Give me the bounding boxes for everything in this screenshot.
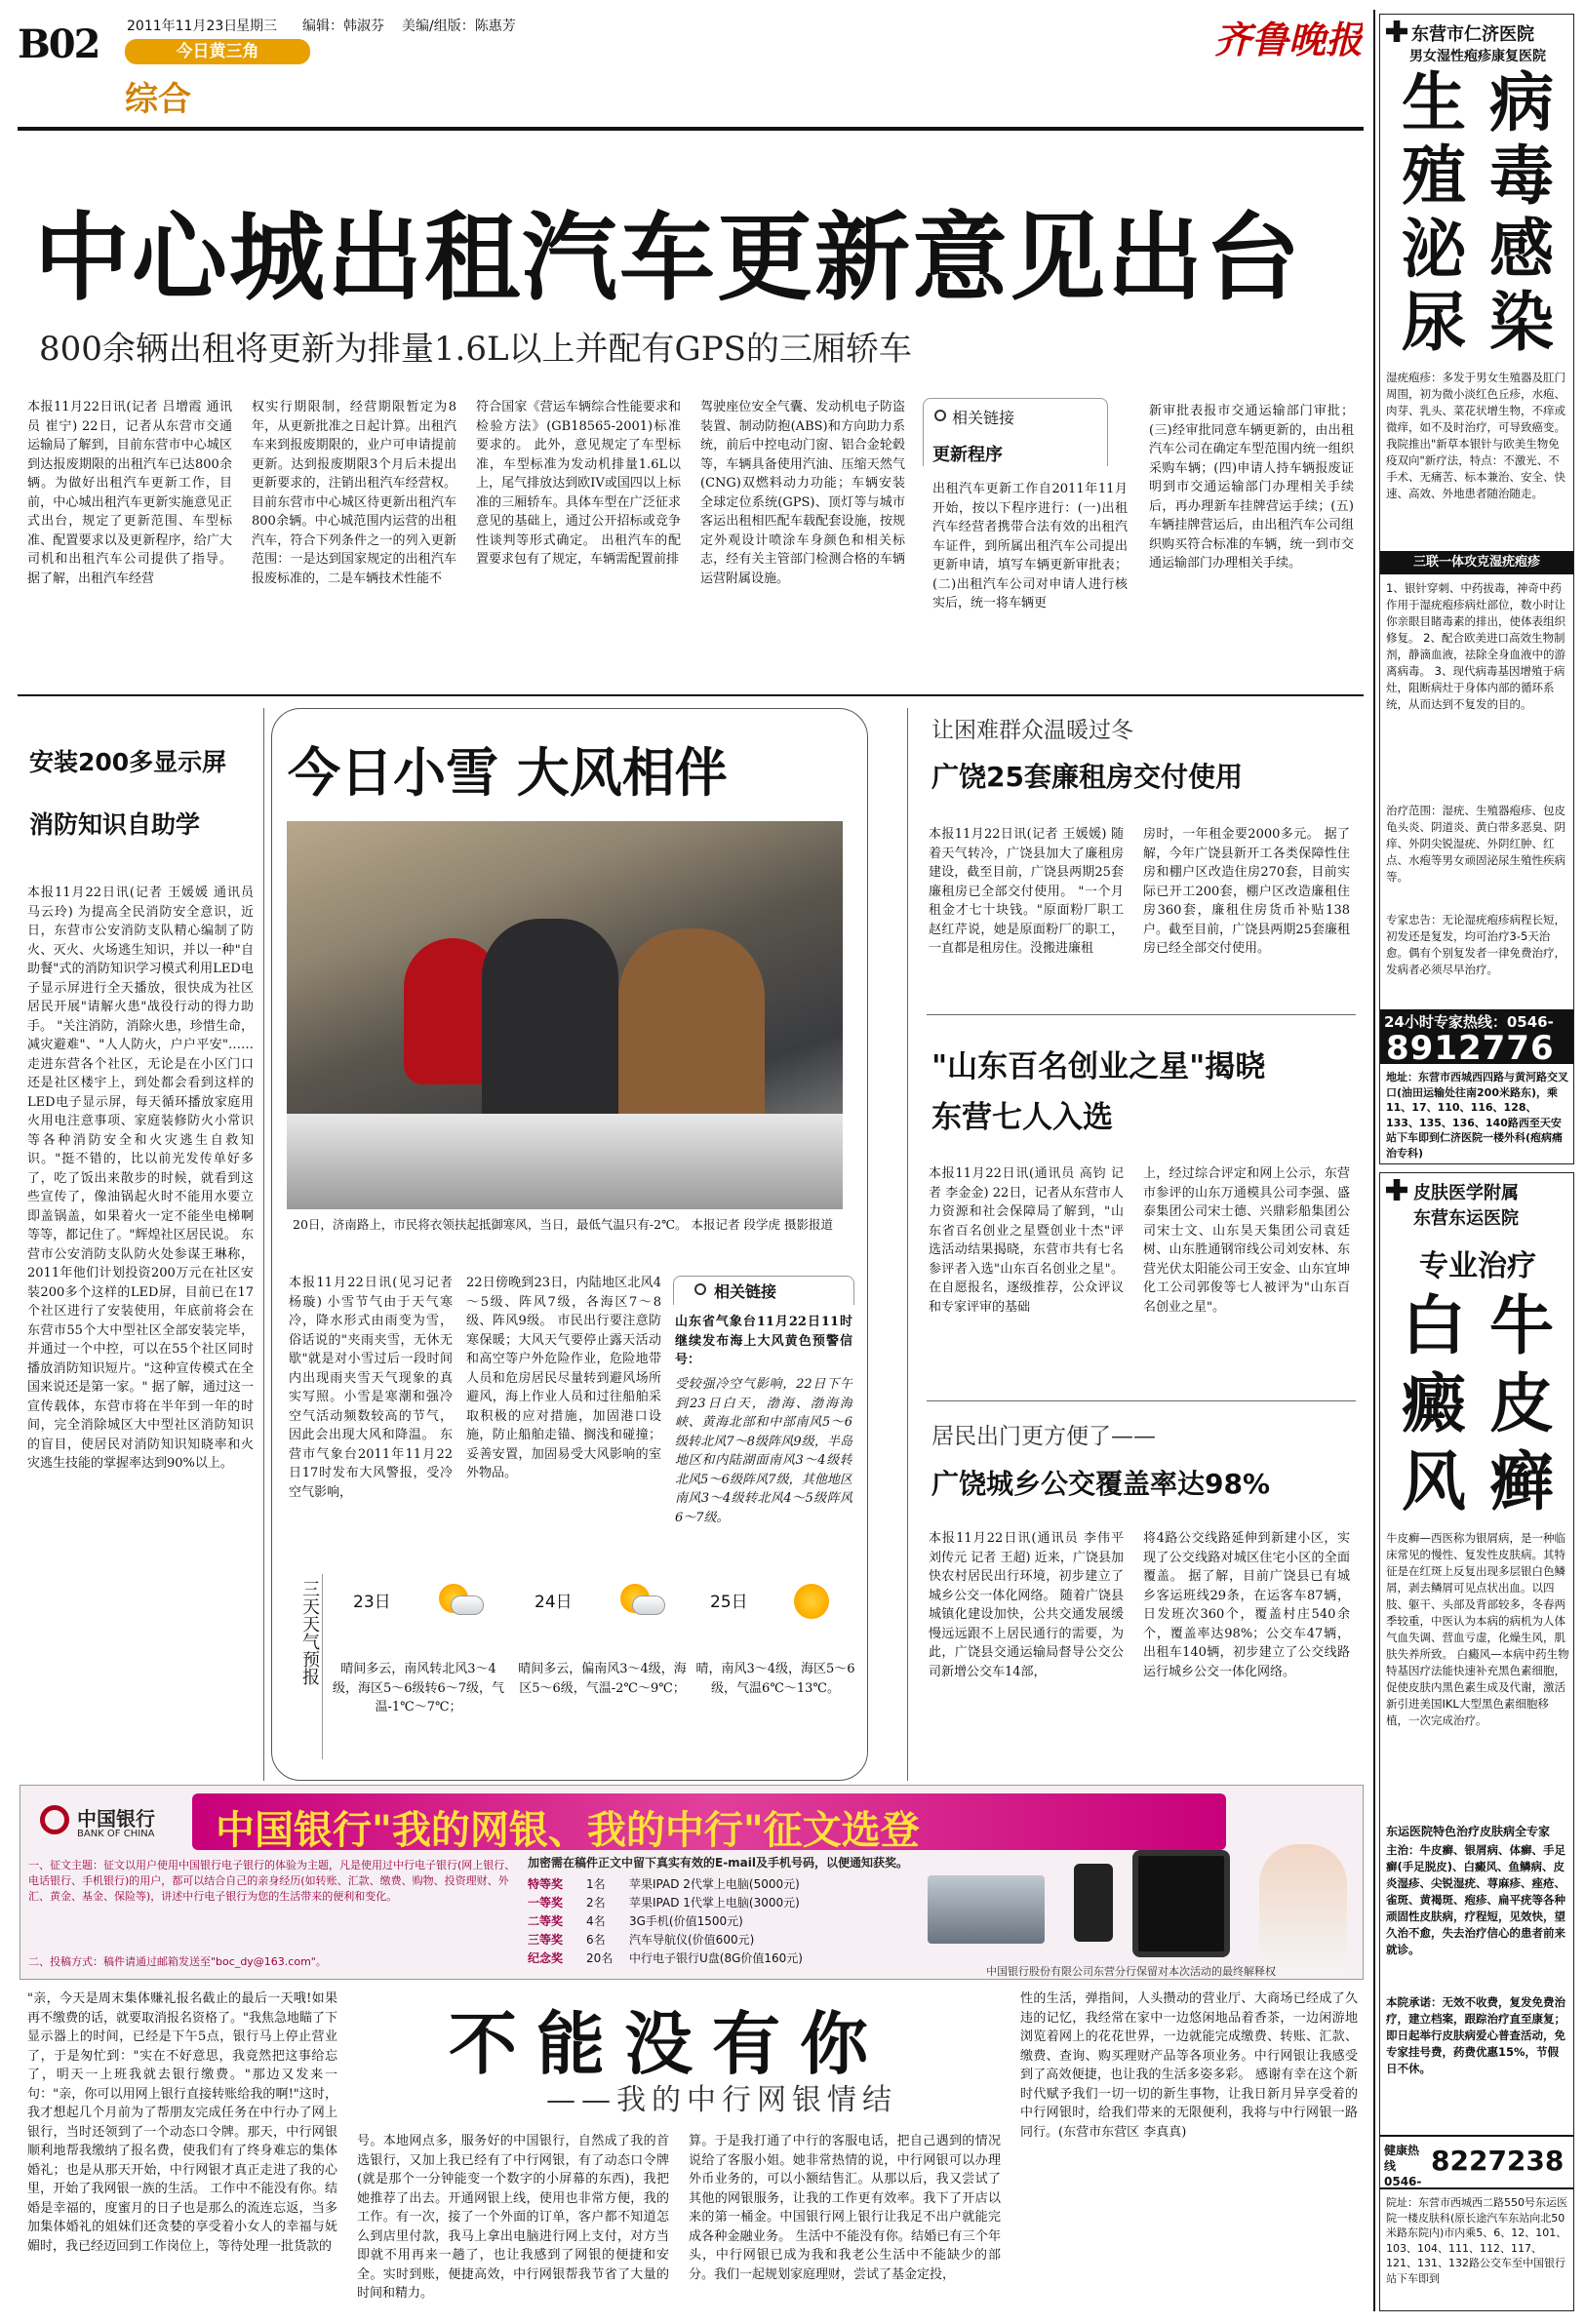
masthead [0,0,1585,132]
ad-items: 1、银针穿刺、中药拔毒，神奇中药作用于湿疣疱疹病灶部位，数小时让你亲眼目睹毒素的排出，使体表组织修复。 2、配合欧美进口高效生物制剂，静滴血液，祛除全身血液中的游离病毒。 3、现代病毒基因增殖于病灶，阻断病灶于身体内部的循环系统，从而达到不复发的目的。 [1386,581,1565,711]
prize-row: 纪念奖 20名 中行电子银行U盘(8G价值160元) [528,1951,803,1965]
paper-name: 齐鲁晚报 [1214,18,1364,61]
section-name: 综合 [125,80,191,119]
forecast-date: 25日 [710,1593,748,1612]
photo-car [287,1114,843,1209]
ad-big-char: 毒 [1489,138,1554,214]
prize-row: 特等奖 1名 苹果IPAD 2代掌上电脑(5000元) [528,1877,800,1891]
ad-hospital-name: 皮肤医学附属 [1413,1183,1519,1203]
forecast-text: 晴间多云，偏南风3～4级，海区5～6级，气温-2℃～9℃； [518,1662,687,1696]
lead-col-4: 驾驶座位安全气囊、发动机电子防盗装置、制动防抱(ABS)和方向助力系统，前后中控电动门窗、铝合金轮毂等，车辆具备使用汽油、压缩天然气(CNG)双燃料动力功能；车辆安装全球定位系统(GPS)、顶灯等与城市客运出租相匹配车载配套设施，按规定外观设计喷涂车身颜色和相关标志，经有关主管部门检测合格的车辆运营附属设施。 [700,400,905,586]
essay-col-2: 号。本地网点多，服务好的中国银行，自然成了我的首选银行，又加上我已经有了中行网银，有了动态口令牌(就是那个一分钟能变一个数字的小屏幕的东西)，我把她推荐了出去。开通网银上线，使用也非常方便，我的工作。有一次，接了一个外面的订单，客户都不知道怎么到店里付款，我马上拿出电脑进行网上支付，对方当即就不用再来一趟了，也让我感到了网银的便捷和安全。实时到账，便捷高效，中行网银帮我节省了大量的时间和精力。 [357,2134,669,2301]
ad-big-char: 风 [1402,1443,1466,1519]
forecast-day-3 [693,1574,858,1769]
ad-big-char: 牛 [1489,1287,1554,1363]
ad-body: 牛皮癣—西医称为银屑病，是一种临床常见的慢性、复发性皮肤病。其特征是在红斑上反复出现多层银白色鳞屑，剥去鳞屑可见点状出血。以四肢、躯干、头部及背部较多，冬春两季较重，中医认为本病的病机为人体气血失调、营血亏虚，化燥生风，肌肤失养所致。 白癜风—本病中药生物特基因疗法能快速补充黑色素细胞，促使皮肤内黑色素生成及代谢，激活新引进美国IKL大型黑色素细胞移植，一次完成治疗。 [1386,1531,1569,1727]
ad-big-char: 癣 [1489,1443,1554,1519]
weather-link-tag: 相关链接 [714,1282,777,1301]
rule-under-lead [18,694,1364,696]
housing-kicker: 让困难群众温暖过冬 [931,718,1133,743]
ad-hospital-sub: 男女湿性疱疹康复医院 [1409,49,1546,64]
masthead-rule [18,127,1364,131]
ad-big-char: 泌 [1402,211,1466,287]
fire-headline-2: 消防知识自助学 [29,810,201,839]
ad-promise: 本院承诺：无效不收费，复发免费治疗，建立档案，跟踪治疗直至康复；即日起举行皮肤病爱心普查活动，免专家挂号费，药费优惠15%，节假日不休。 [1386,1995,1565,2075]
forecast-text: 晴，南风3～4级，海区5～6级，气温6℃～13℃。 [695,1662,855,1696]
ad-address: 地址：东营市西城西四路与黄河路交叉口(油田运输处往南200米路东)，乘11、17、110、116、128、133、135、136、140路西至天安站下车即到仁济医院一楼外科(疱病痛治专科) [1386,1071,1568,1160]
rule-venture [927,1400,1356,1401]
forecast-label: 三天天气预报 [299,1580,320,1685]
boc-phone-icon [1074,1864,1113,1942]
ad-big-char: 生 [1402,67,1466,140]
boc-bank-name: 中国银行 [77,1807,155,1831]
bus-kicker: 居民出门更方便了—— [931,1424,1156,1449]
ad-hotline: 8912776 [1386,1029,1555,1068]
bus-col-2: 将4路公交线路延伸到新建小区，实现了公交线路对城区住宅小区的全面覆盖。 据了解，目前广饶县已有城乡客运班线29条，在运客车87辆，日发班次360个，覆盖村庄540余个，覆盖率达98%；公交车47辆，出租车140辆，初步建立了公交线路运行城乡公交一体化网络。 [1143,1531,1350,1679]
designer: 美编/组版：陈惠芳 [402,19,516,34]
sidebar-title: 更新程序 [932,445,1003,465]
boc-laptop-icon [928,1875,1045,1944]
ad-hospital-title: 东运医院特色治疗皮肤病全专家 [1386,1825,1551,1838]
ad-address: 院址：东营市西城西二路550号东运医院一楼皮肤科(原长途汽车东站向北50米路东院内)市内乘5、6、12、101、103、104、111、112、117、121、131、132路公交车至中国银行站下车即到 [1386,2196,1567,2285]
ad-expert: 专家忠告：无论湿疣疱疹病程长短，初发还是复发，均可治疗3-5天治愈。偶有个别复发者一律免费治疗，发病者必须尽早治疗。 [1386,913,1565,976]
date: 2011年11月23日 [127,19,238,34]
housing-col-1: 本报11月22日讯(记者 王媛媛) 随着天气转冷，广饶县加大了廉租房建设，截至目前，广饶县两期25套廉租房已全部交付使用。 "一个月租金才七十块钱。"原面粉厂职工赵红芹说，她是原面粉厂的职工，一直都是租房住。没搬进廉租 [929,827,1124,956]
link-icon [934,410,946,421]
rule-ad-column [1373,10,1375,2311]
weather-link-body: 受较强冷空气影响，22日下午到23日白天，渤海、渤海海峡、黄海北部和中部南风5～6级转北风7～8级阵风9级，半岛地区和内陆湖面南风3～4级转北风5～6级阵风7级，其他地区南风3～4级转北风4～5级阵风6～7级。 [675,1377,852,1525]
forecast-date: 23日 [353,1593,391,1612]
forecast-day-2 [517,1574,688,1769]
ad-big-char: 癜 [1402,1365,1466,1441]
ad-hotline-label: 24小时专家热线：0546- [1384,1013,1554,1031]
ad-big-char: 病 [1489,67,1554,140]
forecast-day-1 [332,1574,505,1769]
boc-tablet-icon [1132,1850,1230,1957]
boc-model-figure [1259,1844,1347,1973]
weather-photo [287,821,843,1209]
venture-col-1: 本报11月22日讯(通讯员 高钧 记者 李金金) 22日，记者从东营市人力资源和社会保障局了解到，"山东省百名创业之星暨创业十杰"评选活动结果揭晓，东营市共有七名参评者入选"山东百名创业之星"。 在自愿报名，逐级推荐，公众评议和专家评审的基础 [929,1166,1124,1315]
rule-fire [263,708,264,1781]
ad-hotline: 8227238 [1431,2145,1565,2177]
ad-big-char: 皮 [1489,1365,1554,1441]
partly-cloudy-icon [620,1584,665,1617]
fire-headline-1: 安装200多显示屏 [29,748,227,776]
forecast-rule [322,1574,323,1759]
housing-col-2: 房时，一年租金要2000多元。 据了解，今年广饶县新开工各类保障性住房和棚户区改造住房270套，目前实际已开工200套，棚户区改造廉租住房360套，廉租住房货币补贴138户。截至目前，广饶县两期25套廉租房已经全部交付使用。 [1143,827,1350,956]
sunny-icon [794,1584,839,1617]
prize-row: 二等奖 4名 3G手机(价值1500元) [528,1914,743,1928]
weather-col-2: 22日傍晚到23日，内陆地区北风4～5级、阵风7级，各海区7～8级、阵风9级。 市民出行要注意防寒保暖；大风天气要停止露天活动和高空等户外危险作业，危险地带人员和危房居民尽量转到避风场所避风，海上作业人员和过往船舶采取积极的应对措施，加固港口设施，防止船舶走锚、搁浅和碰撞；妥善安置，加固易受大风影响的室外物品。 [466,1276,661,1480]
boc-logo-icon [40,1805,69,1834]
essay-subhead: ——我的中行网银情结 [546,2083,897,2117]
ad-hospital-name-2: 东营东运医院 [1413,1208,1519,1229]
section-tag: 今日黄三角 [125,39,310,64]
sidebar-tag: 相关链接 [952,409,1015,427]
sidebar-col-2: 新审批表报市交通运输部门审批；(三)经审批同意车辆更新的，由出租汽车公司在确定车型范围内统一组织采购车辆；(四)申请人持车辆报废证明到市交通运输部门办理相关手续后，再办理新车挂牌营运手续；(五)车辆挂牌营运后，由出租汽车公司组织购买符合标准的车辆，统一到市交通运输部门办理相关手续。 [1149,404,1354,571]
ad-big-char: 感 [1489,211,1554,287]
forecast-text: 晴间多云，南风转北风3～4级，海区5～6级转6～7级，气温-1℃～7℃； [332,1662,505,1714]
lead-col-3: 符合国家《营运车辆综合性能要求和检验方法》(GB18565-2001)标准要求的。 此外，意见规定了车型标准，车型标准为发动机排量1.6L以上，尾气排放达到欧IV或国四以上标准的三厢轿车。具体车型在广泛征求意见的基础上，通过公开招标或竞争性谈判等形式确定。 出租汽车的配置要求包有了规定，车辆需配置前排 [476,400,681,567]
ad-big-text [1390,1286,1565,1520]
ad-items: 主治：牛皮癣、银屑病、体癣、手足癣(手足脱皮)、白癜风、鱼鳞病、皮炎湿疹、尖锐湿疣、荨麻疹、痤疮、雀斑、黄褐斑、疱疹、扁平疣等各种顽固性皮肤病，疗程短，见效快，望久治不愈，失去治疗信心的患者前来就诊。 [1386,1843,1565,1956]
weather-headline: 今日小雪 大风相伴 [288,742,728,804]
ad-big-char: 殖 [1402,138,1466,214]
housing-headline: 广饶25套廉租房交付使用 [931,761,1243,793]
bus-col-1: 本报11月22日讯(通讯员 李伟平 刘传元 记者 王超) 近来，广饶县加快农村居民出行环境，初步建立了城乡公交一体化网络。 随着广饶县城镇化建设加快，公共交通发展缓慢远远跟不上居民通行的需要，为此，广饶县交通运输局督导公交公司新增公交车14部， [929,1531,1124,1679]
venture-col-2: 上，经过综合评定和网上公示，东营市参评的山东万通模具公司李强、盛泰集团公司宋士德、兴鼎彩船集团公司宋士文、山东昊天集团公司袁廷树、山东胜通钢帘线公司刘安林、东营光伏太阳能公司王安金、山东宜坤化工公司郭俊等七人被评为"山东百名创业之星"。 [1143,1166,1350,1315]
bus-headline: 广饶城乡公交覆盖率达98% [931,1468,1271,1500]
lead-col-1: 本报11月22日讯(记者 吕增霞 通讯员 崔宁) 22日，记者从东营市交通运输局了解到，目前东营市中心城区到达报废期限的出租汽车已达800余辆。为做好出租汽车更新工作，目前，中心城出租汽车更新实施意见正式出台，规定了更新范围、车型标准、配置要求以及更新程序，给广大司机和出租汽车公司提供了指导。 据了解，出租汽车经营 [27,400,232,586]
fire-body: 本报11月22日讯(记者 王媛媛 通讯员 马云玲) 为提高全民消防安全意识，近日，东营市公安消防支队精心编制了防火、灭火、火场逃生知识，并以一种"自助餐"式的消防知识学习模式利用LED电子显示屏进行全天播放，很快成为社区居民开展"请解火患"战役行动的得力助手。 "关注消防，消除火患，珍惜生命，减灾避难"、"人人防火，户户平安"……走进东营各个社区，无论是在小区门口还是社区楼宇上，到处都会看到这样的LED电子显示屏，每天循环播放家庭用火用电注意事项、家庭装修防火小常识等各种消防安全和火灾逃生自救知识。"挺不错的，比以前光发传单好多了，吃了饭出来散步的时候，就看到这些宣传了，像油锅起火时不能用水要立即盖锅盖，如果着火一定不能坐电梯啊等等，都记住了。"辉煌社区居民说。 东营市公安消防支队防火处参谋王琳称，2011年他们计划投资200万元在社区安装200多个这样的LED屏，目前已在17个社区进行了安装使用，年底前将会在东营市55个大中型社区全部安装完毕，并通过一个中控，可以在55个社区同时播放消防知识短片。"这种宣传模式在全国来说还是第一家。" 据了解，通过这一宣传载体，东营市将在半年到一年的时间，完全消除城区大中型社区消防知识的盲目，使居民对消防知识知晓率和火灾逃生技能的掌握率达到90%以上。 [27,886,254,1471]
boc-rule-1: 一、征文主题：征文以用户使用中国银行电子银行的体验为主题，凡是使用过中行电子银行(网上银行、电话银行、手机银行)的用户，都可以结合自己的亲身经历(如转账、汇款、缴费、购物、投资理财、外汇、黄金、基金、保险等)，讲述中行电子银行为您的生活带来的便利和变化。 [28,1859,516,1903]
ad-body: 湿疣疱疹：多发于男女生殖器及肛门周围，初为微小淡红色丘疹，水疱、肉芽、乳头、菜花状增生物，不痒或微痒，如不及时治疗，可导致癌变。我院推出"新草本银针与欧美生物免疫双向"新疗法，特点：不激光、不手术、无痛苦、标本兼治、安全、快速、高效、外地患者随治随走。 [1386,371,1565,500]
boc-rule-2: 二、投稿方式：稿件请通过邮箱发送至"boc_dy@163.com"。 [28,1955,327,1968]
cross-icon [1386,20,1407,42]
weather-link-icon [694,1283,706,1295]
essay-headline: 不能没有你 [449,2004,888,2084]
editor: 编辑：韩淑芬 [302,19,384,34]
boc-ad [20,1785,1364,1980]
rule-right-col [907,708,908,1781]
ad-section-bar: 三联一体攻克湿疣疱疹 [1380,551,1573,574]
weekday: 星期三 [236,19,277,34]
weather-link-title: 山东省气象台11月22日11时继续发布海上大风黄色预警信号： [675,1315,852,1367]
essay-col-4: 性的生活，弹指间，人头攒动的营业厅、大商场已经成了久违的记忆，我经常在家中一边悠闲地品着香茶，一边闲游地浏览着网上的花花世界，一边就能完成缴费、转账、汇款、缴费、查询、购买理财产品等各项业务。中行网银让我感受到了高效便捷，也让我的生活多姿多彩。 感谢有幸在这个新时代赋予我们一切一切的新生事物，让我日新月异享受着的中行网银时，给我们带来的无限便利，我将与中行网银一路同行。(东营市东营区 李真真) [1020,1991,1358,2140]
ad-dongyun [1379,1172,1574,2311]
boc-prize-table [528,1875,850,1969]
ad-slogan: 专业治疗 [1419,1249,1536,1283]
venture-headline-1: "山东百名创业之星"揭晓 [931,1049,1266,1084]
lead-sidebar [923,398,1364,681]
essay-col-1: "亲，今天是周末集体赚礼报名截止的最后一天哦!如果再不缴费的话，就要取消报名资格了。"我焦急地瞄了下显示器上的时间，已经是下午5点，银行马上停止营业了，于是匆忙到："实在不好意思，我竟然把这事给忘了，明天一上班我就去银行缴费。"那边又发来一句："亲，你可以用网上银行直接转账给我的啊!"这时，我才想起几个月前为了帮朋友完成任务在中行办了网上银行，当时还领到了一个动态口令牌。那天，中行网银顺利地帮我缴纳了报名费，使我们有了终身难忘的集体婚礼；也是从那天开始，中行网银才真正走进了我的心里，开始了我网银一族的生活。 工作中不能没有你。结婚是幸福的，度蜜月的日子也是那么的流连忘返，当多加集体婚礼的姐妹们还贪婪的享受着小女人的幸福与妩媚时，我已经迈回到工作岗位上，等待处理一批货款的 [27,1991,337,2254]
weather-col-1: 本报11月22日讯(见习记者 杨璇) 小雪节气由于天气寒冷，降水形式由雨变为雪，俗话说的"夹雨夹雪，无休无歇"就是对小雪过后一段时间内出现雨夹雪天气现象的真实写照。小雪是寒潮和强冷空气活动频数较高的节气，因此会出现大风和降温。 东营市气象台2011年11月22日17时发布大风警报，受冷空气影响， [289,1276,453,1500]
cross-icon [1386,1179,1407,1201]
boc-bank-name-en: BANK OF CHINA [77,1829,155,1839]
lead-col-2: 权实行期限制，经营期限暂定为8年，从更新批准之日起计算。出租汽车来到报废期限的，业户可申请提前更新。达到报废期限3个月后未提出更新要求的，注销出租汽车经营权。目前东营市中心城区待更新出租汽车800余辆。中心城范围内运营的出租汽车，符合下列条件之一的列入更新范围：一是达到国家规定的出租汽车报废标准的，二是车辆技术性能不 [252,400,456,586]
boc-title: 中国银行"我的网银、我的中行"征文选登 [216,1808,920,1853]
ad-renji [1379,14,1574,1164]
ad-big-char: 染 [1489,284,1554,360]
ad-big-text [1390,67,1565,360]
rule-housing [927,1014,1356,1015]
page-number: B02 [18,21,99,67]
ad-big-char: 尿 [1402,284,1466,360]
lead-headline: 中心城出租汽车更新意见出台 [34,203,1303,314]
boc-prize-header: 加密需在稿件正文中留下真实有效的E-mail及手机号码，以便通知获奖。 [528,1856,909,1870]
forecast-date: 24日 [535,1593,573,1612]
ad-big-char: 白 [1402,1287,1466,1363]
ad-hospital-name: 东营市仁济医院 [1411,24,1534,45]
ad-hotline-label: 健康热线0546- [1384,2144,1422,2188]
partly-cloudy-icon [439,1584,484,1617]
prize-row: 一等奖 2名 苹果IPAD 1代掌上电脑(3000元) [528,1896,800,1910]
venture-headline-2: 东营七人入选 [931,1100,1113,1135]
photo-caption: 20日，济南路上，市民将衣领扶起抵御寒风，当日，最低气温只有-2℃。 本报记者 段学虎 摄影报道 [293,1217,833,1232]
lead-subhead: 800余辆出租将更新为排量1.6L以上并配有GPS的三厢轿车 [39,330,912,369]
prize-row: 三等奖 6名 汽车导航仪(价值600元) [528,1933,755,1947]
sidebar-col-1: 出租汽车更新工作自2011年11月开始，按以下程序进行：(一)出租汽车经营者携带合法有效的出租汽车证件，到所属出租汽车公司提出更新申请，填写车辆更新审批表；(二)出租汽车公司对申请人进行核实后，统一将车辆更 [932,482,1128,611]
boc-footer: 中国银行股份有限公司东营分行保留对本次活动的最终解释权 [986,1965,1276,1978]
essay-col-3: 算。于是我打通了中行的客服电话，把自己遇到的情况说给了客服小姐。她非常热情的说，中行网银可以办理外币业务的，可以小额结售汇。从那以后，我又尝试了其他的网银服务，让我的工作更有效率。我下了开店以来的第一桶金。中国银行网上银行让我足不出户就能完成各种金融业务。 生活中不能没有你。结婚已有三个年头，中行网银已成为我和我老公生活中不能缺少的部分。我们一起规划家庭理财，尝试了基金定投， [689,2134,1001,2282]
ad-scope: 治疗范围：湿疣、生殖器疱疹、包皮龟头炎、阴道炎、黄白带多恶臭、阴痒、外阴尖锐湿疣、外阴红肿、红点、水疱等男女顽固泌尿生殖性疾病等。 [1386,804,1565,884]
